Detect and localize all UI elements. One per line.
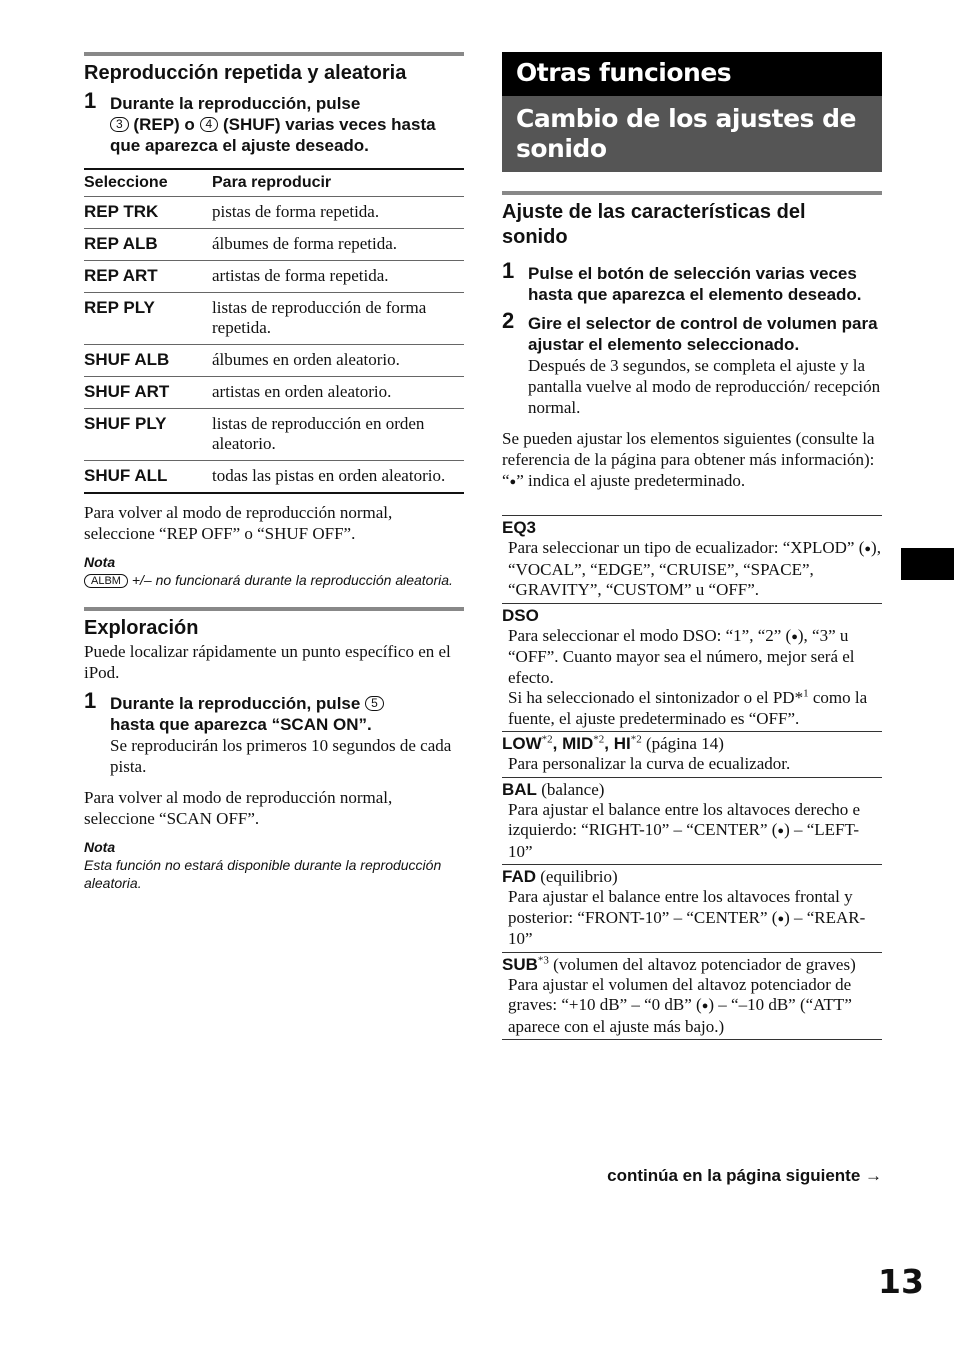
setting-desc: Para personalizar la curva de ecualizador. (508, 754, 791, 773)
section-title-sound: Ajuste de las características del sonido (502, 201, 806, 248)
chapter-banner: Otras funciones (502, 52, 882, 96)
step-1-repeat: 1 Durante la reproducción, pulse 3 (REP) o 4 (SHUF) varias veces hasta que aparezca el ajuste deseado. (84, 88, 436, 155)
table-header-row (84, 169, 464, 197)
table-row: SHUF ART artistas en orden aleatorio. (84, 377, 464, 409)
step-sub-text: Se reproducirán los primeros 10 segundos de cada pista. (110, 736, 452, 776)
scan-return-text: Para volver al modo de reproducción normal, seleccione “SCAN OFF”. (84, 788, 393, 828)
setting-sub (502, 952, 882, 1041)
setting-fad (502, 864, 882, 952)
setting-label: LOW$^{*2}$, MID$^{*2}$, HI$^{*2}$ (página 14) (502, 733, 724, 753)
albm-button-icon: ALBM (84, 574, 128, 588)
step-1-sound: 1 Pulse el botón de selección varias veces hasta que aparezca el elemento deseado. (502, 258, 862, 304)
setting-label: DSO (502, 605, 539, 625)
setting-desc: Para ajustar el balance entre los altavoces derecho e izquierdo: “RIGHT-10” – “CENTER” (●) – “LEFT-10” (508, 799, 861, 861)
step-2-sound: 2 Gire el selector de control de volumen para ajustar el elemento seleccionado. Después de 3 segundos, se completa el ajuste y la pantalla vuelve al modo de reproducción/ recepción normal. (502, 308, 881, 417)
setting-label: FAD (equilibrio) (502, 867, 618, 886)
default-dot-icon: ● (791, 630, 798, 643)
settings-list (502, 515, 882, 1040)
setting-label: EQ3 (502, 518, 537, 537)
table-row: SHUF ALB álbumes en orden aleatorio. (84, 345, 464, 377)
default-dot-icon: ● (701, 1000, 709, 1012)
setting-desc: Para seleccionar un tipo de ecualizador: “XPLOD” (●), “VOCAL”, “EDGE”, “CRUISE”, “SPACE”, “GRAVITY”, “CUSTOM” u “OFF”. (508, 538, 881, 599)
section-rule (84, 607, 464, 611)
setting-low-mid-hi (502, 731, 882, 777)
table-header: Seleccione (84, 174, 168, 191)
setting-dso (502, 603, 882, 732)
table-row: REP PLY listas de reproducción de forma repetida. (84, 293, 464, 345)
scan-intro: Puede localizar rápidamente un punto específico en el iPod. (84, 642, 451, 682)
chapter-side-tab (901, 548, 954, 580)
default-dot-icon: ● (777, 825, 785, 837)
note-title: Nota (84, 554, 116, 570)
step-number: 1 (84, 688, 97, 713)
default-dot-icon: ● (777, 912, 785, 925)
table-row: REP ALB álbumes de forma repetida. (84, 229, 464, 261)
section-title-repeat-shuffle: Reproducción repetida y aleatoria (84, 62, 407, 84)
setting-desc: Para ajustar el volumen del altavoz potenciador de graves: “+10 dB” – “0 dB” (●) – “–10 dB” (“ATT” aparece con el ajuste más bajo.) (508, 974, 852, 1036)
key-5-button: 5 (365, 696, 384, 711)
setting-desc: Para seleccionar el modo DSO: “1”, “2” (●), “3” u “OFF”. Cuanto mayor sea el número, mejor será el efecto. Si ha seleccionado el sintonizador o el PD*$^1$ como la fuente, el ajuste predeterminado es “OFF”. (508, 625, 868, 728)
setting-bal (502, 777, 882, 865)
step-number: 1 (502, 258, 515, 283)
note-block (84, 838, 464, 892)
settings-intro: Se pueden ajustar los elementos siguientes (consulte la referencia de la página para obtener más información): (502, 429, 875, 469)
section-rule (84, 52, 464, 56)
key-4-button: 4 (200, 117, 219, 132)
setting-label: SUB$^{*3}$ (volumen del altavoz potenciador de graves) (502, 953, 856, 974)
note-text: Esta función no estará disponible durante la reproducción aleatoria. (84, 857, 442, 891)
repeat-shuffle-table (84, 168, 464, 494)
setting-desc: Para ajustar el balance entre los altavoces frontal y posterior: “FRONT-10” – “CENTER” (●) – “REAR-10” (508, 887, 866, 948)
default-indicator-note: “●” indica el ajuste predeterminado. (502, 471, 746, 490)
table-row: REP ART artistas de forma repetida. (84, 261, 464, 293)
default-dot-icon: ● (509, 476, 517, 488)
table-row: SHUF PLY listas de reproducción en orden aleatorio. (84, 409, 464, 461)
left-column (84, 52, 464, 892)
setting-eq3 (502, 515, 882, 603)
default-dot-icon: ● (864, 543, 872, 555)
section-title-scan: Exploración (84, 617, 199, 639)
note-text: ALBM +/– no funcionará durante la reproducción aleatoria. (84, 571, 464, 589)
setting-label: BAL (balance) (502, 779, 605, 799)
step-sub-text: Después de 3 segundos, se completa el ajuste y la pantalla vuelve al modo de reproducción/ recepción normal. (528, 356, 881, 417)
table-row: SHUF ALL todas las pistas en orden aleatorio. (84, 461, 464, 494)
key-3-button: 3 (110, 117, 129, 132)
note-title: Nota (84, 839, 116, 855)
step-number: 2 (502, 308, 515, 333)
return-normal-text: Para volver al modo de reproducción normal, seleccione “REP OFF” o “SHUF OFF”. (84, 503, 393, 543)
note-block (84, 553, 464, 589)
step-1-scan: 1 Durante la reproducción, pulse 5 hasta que aparezca “SCAN ON”. Se reproducirán los primeros 10 segundos de cada pista. (84, 693, 464, 777)
table-row: REP TRK pistas de forma repetida. (84, 197, 464, 229)
right-column (502, 52, 882, 1040)
table-header: Para reproducir (212, 174, 332, 191)
section-banner: Cambio de los ajustes de sonido (502, 96, 882, 172)
page-number: 13 (878, 1262, 924, 1301)
section-rule (502, 191, 882, 195)
step-number: 1 (84, 88, 97, 113)
continue-next-page: continúa en la página siguiente → (607, 1166, 882, 1185)
